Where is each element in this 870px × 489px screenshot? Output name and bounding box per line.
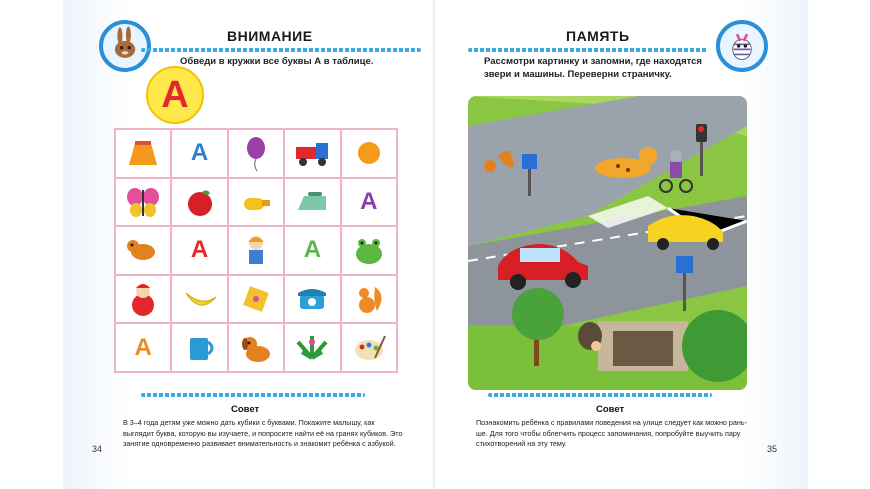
- banana-icon[interactable]: [172, 276, 226, 323]
- instruction: Обведи в кружки все буквы А в таблице.: [180, 56, 374, 67]
- plant-icon[interactable]: [285, 324, 339, 371]
- orange-icon[interactable]: [342, 130, 396, 177]
- puppy-icon[interactable]: [229, 324, 283, 371]
- page-title: ПАМЯТЬ: [566, 28, 630, 44]
- tip-text: [476, 418, 776, 450]
- doll-icon[interactable]: [229, 227, 283, 274]
- dragon-icon[interactable]: [116, 227, 170, 274]
- title-underline: [468, 48, 708, 52]
- tip-line: В 3–4 года детям уже можно дать кубики с буквами. Покажите малышу, как: [123, 418, 375, 427]
- grid-letter-a[interactable]: А: [116, 324, 170, 371]
- tip-line: занятие одновременно развивает внимательность и знакомит ребёнка с азбукой.: [123, 439, 396, 448]
- squirrel-icon[interactable]: [342, 276, 396, 323]
- tip-line: ше. Для того чтобы облегчить процесс запоминания, попробуйте выучить пару: [476, 428, 741, 438]
- palette-icon[interactable]: [342, 324, 396, 371]
- big-letter-badge: А: [146, 66, 204, 124]
- tip-line: Познакомить ребёнка с правилами поведения на улице следует как можно рань-: [476, 418, 748, 427]
- balloon-icon[interactable]: [229, 130, 283, 177]
- roly-poly-icon[interactable]: [116, 276, 170, 323]
- mug-icon[interactable]: [172, 324, 226, 371]
- tip-line: выглядит буква, которую вы изучаете, и попросите найти её на гранях кубиков. Это: [123, 428, 403, 438]
- whistle-icon[interactable]: [229, 179, 283, 226]
- instruction: [484, 55, 734, 81]
- napkin-icon[interactable]: [229, 276, 283, 323]
- tip-text: [123, 418, 423, 450]
- street-scene-svg: [468, 96, 747, 390]
- iron-icon[interactable]: [285, 179, 339, 226]
- hare-emblem-icon: [99, 20, 151, 72]
- tip-line: стихотворений на эту тему.: [476, 439, 567, 448]
- tip-divider: [488, 393, 712, 397]
- title-underline: [141, 48, 421, 52]
- page-number: 34: [92, 444, 103, 454]
- tip-title: Совет: [231, 404, 260, 415]
- butterfly-icon[interactable]: [116, 179, 170, 226]
- grid-letter-a[interactable]: А: [172, 227, 226, 274]
- page-title: ВНИМАНИЕ: [227, 28, 313, 44]
- telephone-icon[interactable]: [285, 276, 339, 323]
- letter-grid: [114, 128, 398, 373]
- tip-title: Совет: [596, 404, 625, 415]
- grid-letter-a[interactable]: А: [172, 130, 226, 177]
- apple-icon[interactable]: [172, 179, 226, 226]
- page-number: 35: [767, 444, 778, 454]
- grid-letter-a[interactable]: А: [342, 179, 396, 226]
- tip-divider: [141, 393, 365, 397]
- left-page: [63, 0, 435, 489]
- street-scene-illustration: [468, 96, 747, 390]
- skirt-icon[interactable]: [116, 130, 170, 177]
- instruction-line: звери и машины. Переверни страничку.: [484, 69, 672, 80]
- frog-icon[interactable]: [342, 227, 396, 274]
- right-page: [436, 0, 808, 489]
- instruction-line: Рассмотри картинку и запомни, где находятся: [484, 56, 702, 67]
- grid-letter-a[interactable]: А: [285, 227, 339, 274]
- toy-truck-icon[interactable]: [285, 130, 339, 177]
